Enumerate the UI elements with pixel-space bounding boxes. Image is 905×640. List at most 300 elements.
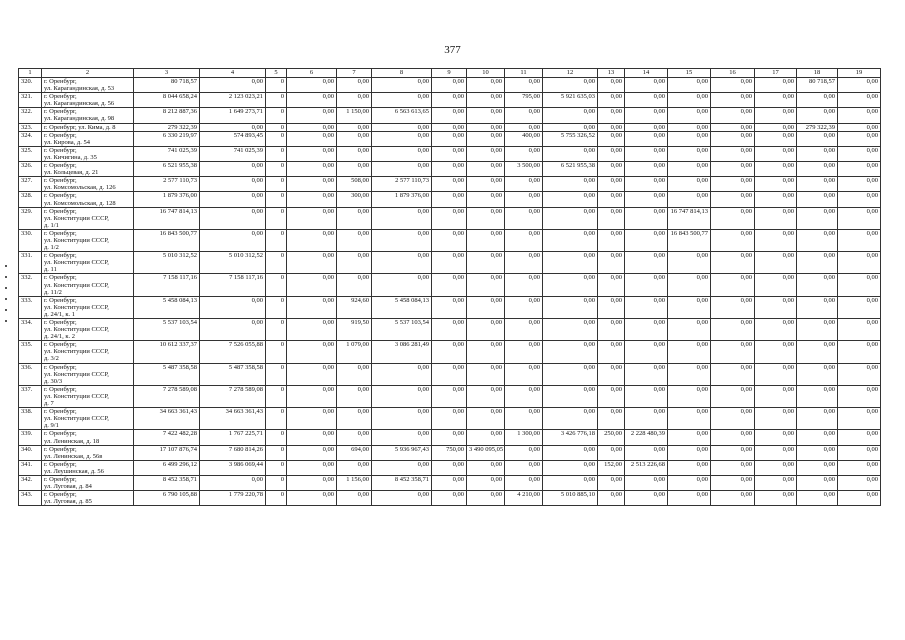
cell-col-10: 0,00 — [467, 123, 505, 131]
cell-col-10: 0,00 — [467, 108, 505, 123]
cell-col-5: 0 — [266, 93, 287, 108]
cell-col-14: 0,00 — [625, 363, 668, 385]
cell-col-14: 0,00 — [625, 319, 668, 341]
cell-col-18: 0,00 — [797, 93, 838, 108]
cell-col-16: 0,00 — [711, 192, 755, 207]
cell-col-13: 0,00 — [598, 296, 625, 318]
cell-col-3: 5 458 084,13 — [134, 296, 200, 318]
cell-col-6: 0,00 — [287, 177, 337, 192]
cell-col-14: 0,00 — [625, 491, 668, 506]
cell-col-9: 0,00 — [432, 177, 467, 192]
address-line: г. Оренбург, — [44, 385, 77, 393]
cell-col-14: 0,00 — [625, 385, 668, 407]
cell-col-9: 0,00 — [432, 460, 467, 475]
cell-col-11: 0,00 — [505, 341, 543, 363]
address-line: ул. Карагандинская, д. 53 — [44, 85, 115, 93]
cell-col-4: 0,00 — [200, 123, 266, 131]
cell-col-6: 0,00 — [287, 192, 337, 207]
table-row — [19, 460, 881, 475]
cell-col-10: 0,00 — [467, 229, 505, 251]
address-line: г. Оренбург, — [44, 108, 77, 116]
cell-col-19: 0,00 — [838, 177, 881, 192]
cell-col-11: 0,00 — [505, 192, 543, 207]
table-row — [19, 78, 881, 93]
cell-col-18: 279 322,39 — [797, 123, 838, 131]
row-number: 321. — [19, 93, 42, 108]
cell-col-5: 0 — [266, 162, 287, 177]
cell-col-3: 8 452 358,71 — [134, 475, 200, 490]
address-cell — [42, 408, 134, 430]
cell-col-7: 0,00 — [337, 78, 372, 93]
cell-col-12: 0,00 — [543, 274, 598, 296]
address-cell — [42, 146, 134, 161]
address-line: г. Оренбург, — [44, 296, 77, 304]
cell-col-10: 0,00 — [467, 460, 505, 475]
cell-col-16: 0,00 — [711, 341, 755, 363]
address-line: ул. Карагандинская, д. 56 — [44, 100, 115, 108]
table-row — [19, 475, 881, 490]
cell-col-11: 0,00 — [505, 363, 543, 385]
cell-col-12: 0,00 — [543, 341, 598, 363]
cell-col-15: 0,00 — [668, 78, 711, 93]
address-line: г. Оренбург, — [44, 78, 77, 85]
cell-col-5: 0 — [266, 274, 287, 296]
cell-col-14: 0,00 — [625, 177, 668, 192]
cell-col-7: 0,00 — [337, 408, 372, 430]
address-line: г. Оренбург, — [44, 252, 77, 260]
cell-col-16: 0,00 — [711, 475, 755, 490]
table-row — [19, 131, 881, 146]
cell-col-8: 5 537 103,54 — [372, 319, 432, 341]
cell-col-5: 0 — [266, 385, 287, 407]
cell-col-7: 0,00 — [337, 363, 372, 385]
cell-col-7: 0,00 — [337, 146, 372, 161]
cell-col-4: 574 893,45 — [200, 131, 266, 146]
cell-col-18: 0,00 — [797, 146, 838, 161]
cell-col-8: 0,00 — [372, 274, 432, 296]
address-line: ул. Ленинская, д. 56в — [44, 452, 103, 460]
table-row — [19, 252, 881, 274]
cell-col-19: 0,00 — [838, 430, 881, 445]
cell-col-9: 0,00 — [432, 108, 467, 123]
address-line: д. 11/2 — [44, 288, 62, 296]
address-cell — [42, 252, 134, 274]
cell-col-15: 0,00 — [668, 274, 711, 296]
cell-col-19: 0,00 — [838, 319, 881, 341]
cell-col-3: 741 025,39 — [134, 146, 200, 161]
cell-col-8: 6 563 613,65 — [372, 108, 432, 123]
address-line: ул. Конституции СССР, — [44, 348, 109, 356]
cell-col-18: 0,00 — [797, 460, 838, 475]
address-line: г. Оренбург, — [44, 445, 77, 453]
cell-col-8: 0,00 — [372, 460, 432, 475]
cell-col-16: 0,00 — [711, 93, 755, 108]
address-cell — [42, 385, 134, 407]
cell-col-13: 0,00 — [598, 131, 625, 146]
cell-col-4: 1 767 225,71 — [200, 430, 266, 445]
cell-col-16: 0,00 — [711, 78, 755, 93]
address-cell — [42, 430, 134, 445]
cell-col-13: 0,00 — [598, 108, 625, 123]
cell-col-9: 0,00 — [432, 274, 467, 296]
cell-col-16: 0,00 — [711, 445, 755, 460]
cell-col-13: 0,00 — [598, 363, 625, 385]
cell-col-17: 0,00 — [755, 252, 797, 274]
cell-col-7: 0,00 — [337, 123, 372, 131]
row-number: 332. — [19, 274, 42, 296]
cell-col-14: 0,00 — [625, 274, 668, 296]
cell-col-7: 0,00 — [337, 252, 372, 274]
column-header-13: 13 — [598, 69, 625, 78]
address-cell — [42, 207, 134, 229]
cell-col-6: 0,00 — [287, 207, 337, 229]
cell-col-18: 0,00 — [797, 408, 838, 430]
cell-col-14: 2 228 480,39 — [625, 430, 668, 445]
address-cell — [42, 363, 134, 385]
address-cell — [42, 93, 134, 108]
cell-col-7: 0,00 — [337, 274, 372, 296]
cell-col-12: 0,00 — [543, 445, 598, 460]
table-row — [19, 93, 881, 108]
cell-col-3: 8 044 658,24 — [134, 93, 200, 108]
table-row — [19, 430, 881, 445]
cell-col-5: 0 — [266, 319, 287, 341]
cell-col-19: 0,00 — [838, 78, 881, 93]
cell-col-14: 0,00 — [625, 445, 668, 460]
cell-col-12: 0,00 — [543, 78, 598, 93]
cell-col-17: 0,00 — [755, 146, 797, 161]
address-line: ул. Кольцевая, д. 21 — [44, 169, 99, 177]
cell-col-12: 0,00 — [543, 363, 598, 385]
cell-col-15: 16 843 500,77 — [668, 229, 711, 251]
cell-col-18: 0,00 — [797, 229, 838, 251]
cell-col-18: 0,00 — [797, 296, 838, 318]
row-number: 337. — [19, 385, 42, 407]
row-number: 334. — [19, 319, 42, 341]
cell-col-9: 0,00 — [432, 78, 467, 93]
cell-col-5: 0 — [266, 475, 287, 490]
cell-col-16: 0,00 — [711, 108, 755, 123]
cell-col-6: 0,00 — [287, 491, 337, 506]
column-header-8: 8 — [372, 69, 432, 78]
cell-col-5: 0 — [266, 460, 287, 475]
cell-col-16: 0,00 — [711, 430, 755, 445]
cell-col-7: 508,00 — [337, 177, 372, 192]
header-row — [19, 69, 881, 78]
cell-col-12: 0,00 — [543, 385, 598, 407]
cell-col-6: 0,00 — [287, 162, 337, 177]
column-header-3: 3 — [134, 69, 200, 78]
cell-col-3: 6 521 955,38 — [134, 162, 200, 177]
cell-col-5: 0 — [266, 146, 287, 161]
cell-col-12: 0,00 — [543, 252, 598, 274]
address-line: г. Оренбург, — [44, 341, 77, 349]
cell-col-6: 0,00 — [287, 252, 337, 274]
row-number: 340. — [19, 445, 42, 460]
cell-col-17: 0,00 — [755, 123, 797, 131]
cell-col-10: 3 490 095,05 — [467, 445, 505, 460]
cell-col-17: 0,00 — [755, 296, 797, 318]
cell-col-12: 0,00 — [543, 123, 598, 131]
table-body — [19, 78, 881, 506]
table-row — [19, 341, 881, 363]
cell-col-10: 0,00 — [467, 192, 505, 207]
address-line: г. Оренбург, — [44, 146, 77, 154]
cell-col-17: 0,00 — [755, 475, 797, 490]
cell-col-6: 0,00 — [287, 78, 337, 93]
cell-col-15: 0,00 — [668, 491, 711, 506]
cell-col-9: 0,00 — [432, 252, 467, 274]
cell-col-8: 0,00 — [372, 78, 432, 93]
cell-col-13: 152,00 — [598, 460, 625, 475]
cell-col-11: 0,00 — [505, 319, 543, 341]
cell-col-14: 0,00 — [625, 192, 668, 207]
cell-col-4: 7 158 117,16 — [200, 274, 266, 296]
row-number: 333. — [19, 296, 42, 318]
cell-col-11: 400,00 — [505, 131, 543, 146]
cell-col-3: 8 212 887,36 — [134, 108, 200, 123]
cell-col-18: 0,00 — [797, 177, 838, 192]
column-header-5: 5 — [266, 69, 287, 78]
cell-col-11: 0,00 — [505, 475, 543, 490]
cell-col-13: 250,00 — [598, 430, 625, 445]
cell-col-8: 8 452 358,71 — [372, 475, 432, 490]
cell-col-6: 0,00 — [287, 385, 337, 407]
cell-col-19: 0,00 — [838, 108, 881, 123]
row-number: 322. — [19, 108, 42, 123]
cell-col-19: 0,00 — [838, 229, 881, 251]
cell-col-8: 5 936 967,43 — [372, 445, 432, 460]
cell-col-7: 1 156,00 — [337, 475, 372, 490]
cell-col-9: 0,00 — [432, 123, 467, 131]
table-row — [19, 123, 881, 131]
cell-col-6: 0,00 — [287, 460, 337, 475]
address-cell — [42, 177, 134, 192]
row-number: 326. — [19, 162, 42, 177]
cell-col-17: 0,00 — [755, 385, 797, 407]
cell-col-5: 0 — [266, 408, 287, 430]
cell-col-14: 0,00 — [625, 207, 668, 229]
cell-col-5: 0 — [266, 445, 287, 460]
cell-col-6: 0,00 — [287, 108, 337, 123]
column-header-18: 18 — [797, 69, 838, 78]
cell-col-9: 0,00 — [432, 296, 467, 318]
address-cell — [42, 131, 134, 146]
cell-col-16: 0,00 — [711, 252, 755, 274]
cell-col-15: 0,00 — [668, 93, 711, 108]
cell-col-17: 0,00 — [755, 341, 797, 363]
cell-col-8: 1 879 376,00 — [372, 192, 432, 207]
cell-col-6: 0,00 — [287, 123, 337, 131]
table-row — [19, 162, 881, 177]
cell-col-6: 0,00 — [287, 274, 337, 296]
cell-col-10: 0,00 — [467, 93, 505, 108]
cell-col-10: 0,00 — [467, 131, 505, 146]
cell-col-19: 0,00 — [838, 385, 881, 407]
cell-col-7: 300,00 — [337, 192, 372, 207]
cell-col-11: 4 210,00 — [505, 491, 543, 506]
cell-col-18: 0,00 — [797, 108, 838, 123]
cell-col-8: 0,00 — [372, 430, 432, 445]
cell-col-15: 0,00 — [668, 460, 711, 475]
cell-col-11: 0,00 — [505, 296, 543, 318]
cell-col-13: 0,00 — [598, 491, 625, 506]
cell-col-6: 0,00 — [287, 296, 337, 318]
column-header-17: 17 — [755, 69, 797, 78]
cell-col-19: 0,00 — [838, 491, 881, 506]
address-cell — [42, 162, 134, 177]
cell-col-14: 0,00 — [625, 475, 668, 490]
cell-col-5: 0 — [266, 363, 287, 385]
cell-col-10: 0,00 — [467, 385, 505, 407]
cell-col-15: 0,00 — [668, 131, 711, 146]
cell-col-14: 0,00 — [625, 408, 668, 430]
cell-col-6: 0,00 — [287, 131, 337, 146]
cell-col-7: 694,00 — [337, 445, 372, 460]
cell-col-8: 2 577 110,73 — [372, 177, 432, 192]
cell-col-14: 0,00 — [625, 229, 668, 251]
cell-col-12: 0,00 — [543, 146, 598, 161]
cell-col-8: 0,00 — [372, 207, 432, 229]
address-cell — [42, 319, 134, 341]
table-row — [19, 319, 881, 341]
address-cell — [42, 78, 134, 93]
page-number: 377 — [444, 44, 461, 56]
cell-col-15: 0,00 — [668, 363, 711, 385]
table-row — [19, 177, 881, 192]
cell-col-12: 5 010 885,10 — [543, 491, 598, 506]
cell-col-8: 0,00 — [372, 229, 432, 251]
cell-col-13: 0,00 — [598, 229, 625, 251]
address-cell — [42, 460, 134, 475]
cell-col-9: 0,00 — [432, 341, 467, 363]
row-number: 323. — [19, 123, 42, 131]
cell-col-18: 0,00 — [797, 319, 838, 341]
cell-col-19: 0,00 — [838, 363, 881, 385]
cell-col-4: 7 526 055,88 — [200, 341, 266, 363]
cell-col-17: 0,00 — [755, 274, 797, 296]
cell-col-5: 0 — [266, 192, 287, 207]
cell-col-19: 0,00 — [838, 192, 881, 207]
address-line: ул. Конституции СССР, — [44, 236, 109, 244]
cell-col-10: 0,00 — [467, 319, 505, 341]
cell-col-3: 80 718,57 — [134, 78, 200, 93]
address-cell — [42, 296, 134, 318]
cell-col-3: 34 663 361,43 — [134, 408, 200, 430]
cell-col-5: 0 — [266, 296, 287, 318]
cell-col-9: 0,00 — [432, 385, 467, 407]
cell-col-17: 0,00 — [755, 131, 797, 146]
cell-col-19: 0,00 — [838, 131, 881, 146]
cell-col-13: 0,00 — [598, 146, 625, 161]
cell-col-5: 0 — [266, 177, 287, 192]
column-header-7: 7 — [337, 69, 372, 78]
cell-col-9: 0,00 — [432, 192, 467, 207]
cell-col-8: 0,00 — [372, 93, 432, 108]
cell-col-10: 0,00 — [467, 252, 505, 274]
address-line: ул. Конституции СССР, — [44, 303, 109, 311]
table-row — [19, 296, 881, 318]
cell-col-17: 0,00 — [755, 363, 797, 385]
cell-col-7: 0,00 — [337, 162, 372, 177]
cell-col-18: 0,00 — [797, 363, 838, 385]
cell-col-8: 0,00 — [372, 146, 432, 161]
address-line: г. Оренбург, — [44, 192, 77, 200]
cell-col-18: 0,00 — [797, 445, 838, 460]
table-row — [19, 229, 881, 251]
cell-col-7: 0,00 — [337, 207, 372, 229]
cell-col-12: 5 921 635,03 — [543, 93, 598, 108]
cell-col-17: 0,00 — [755, 460, 797, 475]
cell-col-8: 0,00 — [372, 363, 432, 385]
cell-col-18: 0,00 — [797, 491, 838, 506]
cell-col-16: 0,00 — [711, 131, 755, 146]
cell-col-18: 0,00 — [797, 252, 838, 274]
column-header-6: 6 — [287, 69, 337, 78]
cell-col-5: 0 — [266, 108, 287, 123]
cell-col-5: 0 — [266, 123, 287, 131]
row-number: 339. — [19, 430, 42, 445]
cell-col-16: 0,00 — [711, 491, 755, 506]
cell-col-3: 6 499 296,12 — [134, 460, 200, 475]
cell-col-4: 0,00 — [200, 319, 266, 341]
cell-col-18: 0,00 — [797, 274, 838, 296]
address-line: д. 24/1, к. 1 — [44, 310, 76, 318]
address-line: ул. Луговая, д. 84 — [44, 483, 92, 491]
cell-col-13: 0,00 — [598, 445, 625, 460]
address-cell — [42, 123, 134, 131]
cell-col-3: 10 612 337,37 — [134, 341, 200, 363]
cell-col-7: 924,60 — [337, 296, 372, 318]
cell-col-8: 3 086 281,49 — [372, 341, 432, 363]
cell-col-16: 0,00 — [711, 385, 755, 407]
cell-col-11: 0,00 — [505, 408, 543, 430]
cell-col-13: 0,00 — [598, 207, 625, 229]
address-line: ул. Карагандинская, д. 98 — [44, 115, 115, 123]
cell-col-17: 0,00 — [755, 207, 797, 229]
cell-col-18: 0,00 — [797, 430, 838, 445]
cell-col-19: 0,00 — [838, 146, 881, 161]
cell-col-18: 0,00 — [797, 192, 838, 207]
table-row — [19, 192, 881, 207]
cell-col-3: 5 537 103,54 — [134, 319, 200, 341]
cell-col-10: 0,00 — [467, 162, 505, 177]
cell-col-19: 0,00 — [838, 207, 881, 229]
address-line: ул. Конституции СССР, — [44, 370, 109, 378]
table-row — [19, 146, 881, 161]
cell-col-10: 0,00 — [467, 146, 505, 161]
cell-col-15: 0,00 — [668, 475, 711, 490]
cell-col-17: 0,00 — [755, 229, 797, 251]
cell-col-17: 0,00 — [755, 93, 797, 108]
cell-col-14: 0,00 — [625, 93, 668, 108]
address-line: ул. Кирова, д. 54 — [44, 138, 90, 146]
table-row — [19, 491, 881, 506]
address-line: г. Оренбург, — [44, 363, 77, 371]
cell-col-15: 0,00 — [668, 319, 711, 341]
cell-col-11: 0,00 — [505, 78, 543, 93]
cell-col-14: 0,00 — [625, 131, 668, 146]
cell-col-11: 3 500,00 — [505, 162, 543, 177]
address-line: ул. Комсомольская, д. 128 — [44, 199, 116, 207]
cell-col-7: 0,00 — [337, 131, 372, 146]
address-cell — [42, 229, 134, 251]
cell-col-10: 0,00 — [467, 475, 505, 490]
address-line: ул. Ленинская, д. 18 — [44, 437, 100, 445]
cell-col-5: 0 — [266, 229, 287, 251]
cell-col-12: 0,00 — [543, 108, 598, 123]
row-number: 342. — [19, 475, 42, 490]
